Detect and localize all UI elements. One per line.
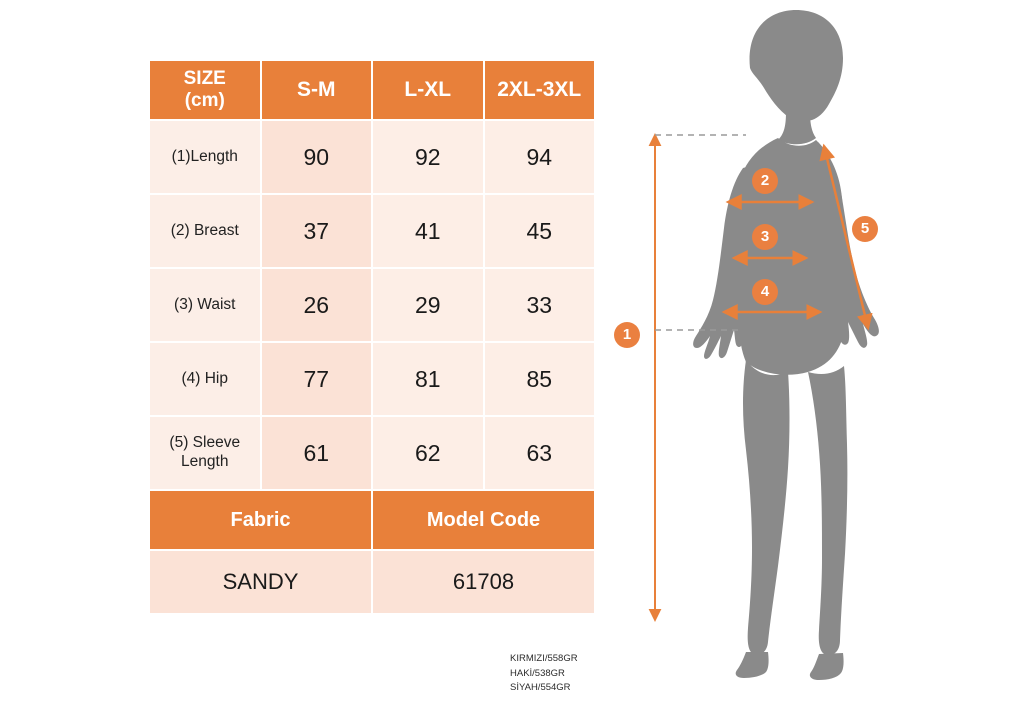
header-size-line2: (cm) — [184, 90, 225, 111]
row-label-breast: (2) Breast — [149, 194, 261, 268]
badge-3-waist: 3 — [752, 224, 778, 250]
measurement-figure-panel — [600, 0, 1024, 709]
cell-hip-2xl3xl: 85 — [484, 342, 596, 416]
size-chart-table — [148, 59, 596, 615]
cell-waist-lxl: 29 — [372, 268, 484, 342]
cell-breast-2xl3xl: 45 — [484, 194, 596, 268]
cell-hip-sm: 77 — [261, 342, 373, 416]
female-silhouette — [693, 10, 879, 680]
footer-header-model-code: Model Code — [372, 490, 595, 550]
row-label-hip: (4) Hip — [149, 342, 261, 416]
cell-sleeve-sm: 61 — [261, 416, 373, 490]
header-size-line1: SIZE — [183, 68, 226, 90]
badge-1-length: 1 — [614, 322, 640, 348]
fabric-note-line-3: SİYAH/554GR — [510, 682, 571, 694]
cell-hip-lxl: 81 — [372, 342, 484, 416]
row-label-sleeve-line2: Length — [181, 453, 229, 470]
cell-breast-lxl: 41 — [372, 194, 484, 268]
table-row — [149, 268, 595, 342]
header-col-2: 2XL-3XL — [484, 60, 596, 120]
table-header-row — [149, 60, 595, 120]
row-label-length: (1)Length — [149, 120, 261, 194]
cell-length-2xl3xl: 94 — [484, 120, 596, 194]
cell-length-sm: 90 — [261, 120, 373, 194]
header-col-0: S-M — [261, 60, 373, 120]
header-size-cm — [149, 60, 261, 120]
badge-5-sleeve-length: 5 — [852, 216, 878, 242]
header-col-1: L-XL — [372, 60, 484, 120]
fabric-note-line-2: HAKİ/538GR — [510, 667, 565, 679]
badge-4-hip: 4 — [752, 279, 778, 305]
row-label-waist: (3) Waist — [149, 268, 261, 342]
fabric-note-line-1: KIRMIZI/558GR — [510, 653, 578, 664]
row-label-sleeve-line1: (5) Sleeve — [169, 434, 241, 452]
badge-2-breast: 2 — [752, 168, 778, 194]
table-footer-header-row — [149, 490, 595, 550]
cell-breast-sm: 37 — [261, 194, 373, 268]
table-row — [149, 194, 595, 268]
cell-waist-2xl3xl: 33 — [484, 268, 596, 342]
table-row — [149, 120, 595, 194]
row-label-sleeve-length — [149, 416, 261, 490]
cell-sleeve-lxl: 62 — [372, 416, 484, 490]
table-row — [149, 416, 595, 490]
table-footer-value-row — [149, 550, 595, 614]
footer-value-model-code: 61708 — [372, 550, 595, 614]
footer-header-fabric: Fabric — [149, 490, 372, 550]
cell-length-lxl: 92 — [372, 120, 484, 194]
table-row — [149, 342, 595, 416]
female-silhouette-diagram — [600, 0, 1024, 709]
cell-sleeve-2xl3xl: 63 — [484, 416, 596, 490]
footer-value-fabric: SANDY — [149, 550, 372, 614]
cell-waist-sm: 26 — [261, 268, 373, 342]
